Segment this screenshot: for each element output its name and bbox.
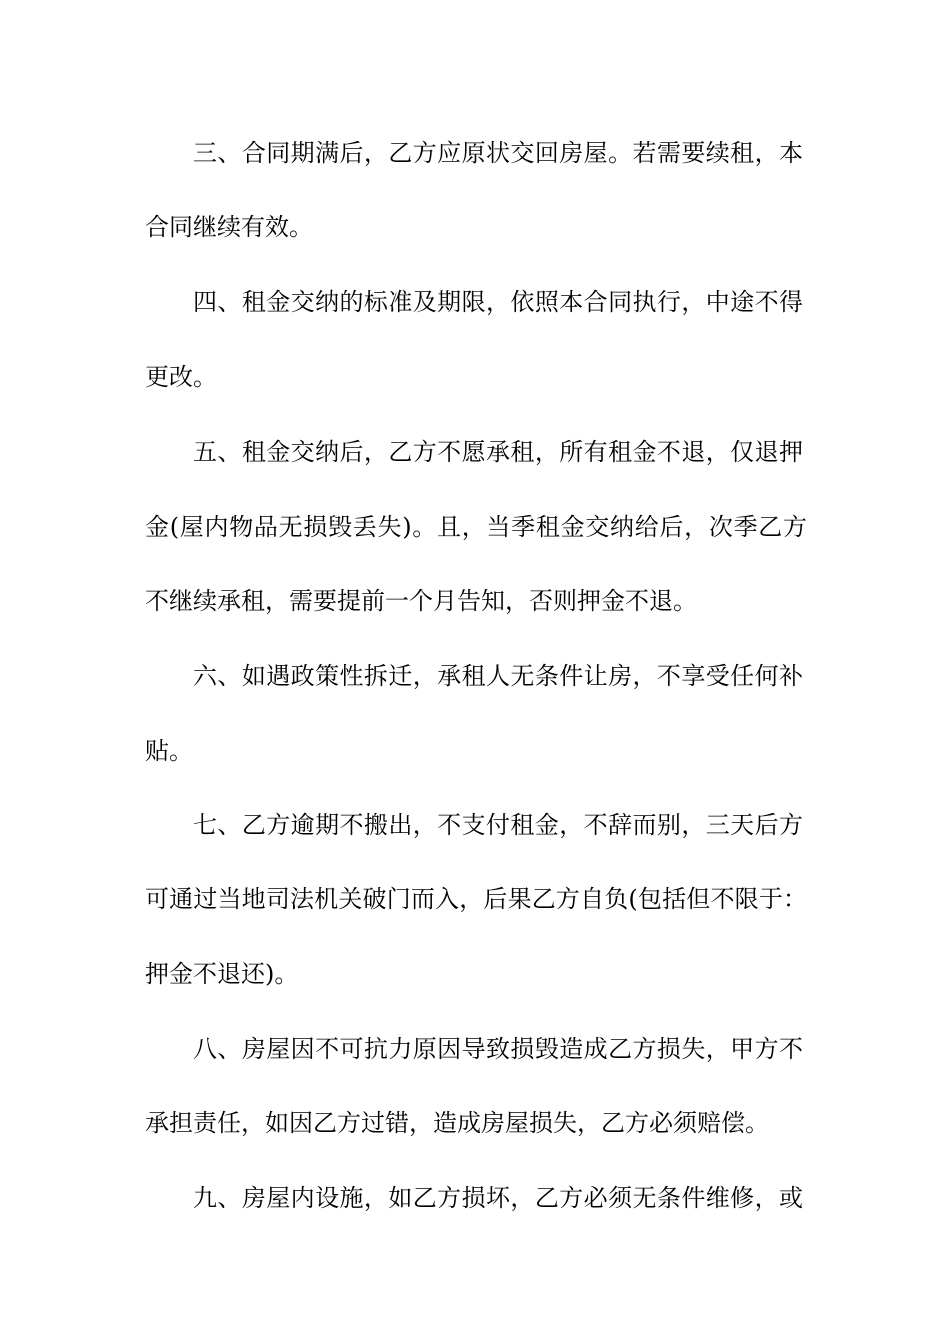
clause-7-line-3: 押金不退还)。 — [145, 960, 299, 988]
clause-4-line-1: 四、租金交纳的标准及期限，依照本合同执行，中途不得 — [193, 288, 803, 316]
clause-7-line-2: 可通过当地司法机关破门而入，后果乙方自负(包括但不限于： — [145, 885, 807, 913]
clause-5-line-2: 金(屋内物品无损毁丢失)。且，当季租金交纳给后，次季乙方 — [145, 513, 807, 541]
clause-3-line-1: 三、合同期满后，乙方应原状交回房屋。若需要续租，本 — [193, 139, 803, 167]
clause-8-line-1: 八、房屋因不可抗力原因导致损毁造成乙方损失，甲方不 — [193, 1035, 803, 1063]
clause-6-line-1: 六、如遇政策性拆迁，承租人无条件让房，不享受任何补 — [193, 662, 803, 690]
clause-5-line-3: 不继续承租，需要提前一个月告知，否则押金不退。 — [145, 587, 697, 615]
clause-7-line-1: 七、乙方逾期不搬出，不支付租金，不辞而别，三天后方 — [193, 811, 803, 839]
clause-9-line-1: 九、房屋内设施，如乙方损坏，乙方必须无条件维修，或 — [193, 1184, 803, 1212]
clause-6-line-2: 贴。 — [145, 737, 193, 765]
clause-4-line-2: 更改。 — [145, 363, 217, 391]
clause-5-line-1: 五、租金交纳后，乙方不愿承租，所有租金不退，仅退押 — [193, 438, 803, 466]
clause-3-line-2: 合同继续有效。 — [145, 213, 313, 241]
clause-8-line-2: 承担责任，如因乙方过错，造成房屋损失，乙方必须赔偿。 — [145, 1109, 769, 1137]
